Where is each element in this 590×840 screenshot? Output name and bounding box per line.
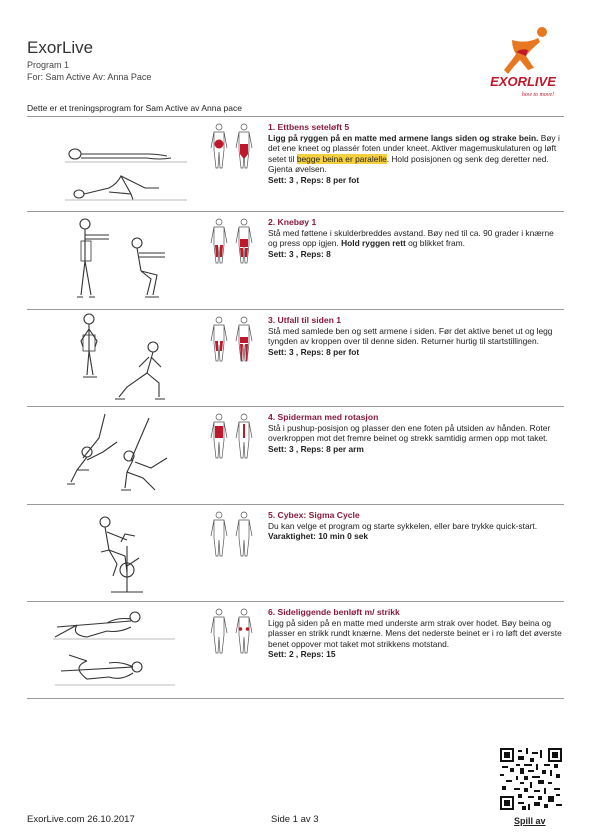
- exercise-row: [27, 603, 564, 697]
- muscle-map: [207, 412, 257, 462]
- page-number: Side 1 av 3: [271, 814, 319, 825]
- exercise-title: 1. Ettbens seteløft 5: [268, 122, 350, 132]
- exorlive-logo: [482, 22, 564, 102]
- app-title: ExorLive: [27, 38, 94, 57]
- exercise-row: [27, 506, 564, 600]
- program-name: Program 1: [27, 60, 70, 70]
- qr-code[interactable]: [500, 748, 562, 810]
- exercise-title: 4. Spiderman med rotasjon: [268, 412, 379, 422]
- exercise-duration: Varaktighet: 10 min 0 sek: [268, 531, 369, 542]
- exercise-description: Du kan velge et program og starte sykkelen, eller bare trykke quick-start.: [268, 520, 538, 531]
- logo-tagline: how to move!: [521, 92, 555, 98]
- logo-text: EXORLIVE: [490, 74, 556, 89]
- divider: [27, 211, 564, 212]
- divider: [27, 698, 564, 699]
- highlighted-text: begge beina er paralelle: [296, 153, 387, 164]
- exercise-row: [27, 408, 564, 503]
- for-line: For: Sam Active Av: Anna Pace: [27, 72, 152, 82]
- exercise-reps: Sett: 3 , Reps: 8 per arm: [268, 443, 364, 454]
- muscle-map: [207, 510, 257, 560]
- exercise-illustration: [47, 408, 197, 503]
- intro-text: Dette er et treningsprogram for Sam Active av Anna pace: [27, 103, 242, 113]
- exercise-reps: Sett: 3 , Reps: 8 per fot: [268, 346, 360, 357]
- exercise-title: 3. Utfall til siden 1: [268, 315, 342, 325]
- exercise-description: Ligg på ryggen på en matte med armene langs siden og strake bein. Bøy i det ene kneet og plassér foten under kneet. Aktiver magemuskulaturen og løft setet til begge beina er paralelle. Hold posisjonen og senk deg deretter ned. Gjenta øvelsen.: [268, 132, 560, 175]
- exercise-illustration: [47, 311, 197, 405]
- exercise-illustration: [47, 213, 197, 308]
- exercise-reps: Sett: 3 , Reps: 8 per fot: [268, 174, 360, 185]
- exercise-illustration: [47, 603, 197, 697]
- exercise-row: [27, 311, 564, 405]
- muscle-map: [207, 607, 257, 657]
- divider: [27, 406, 564, 407]
- muscle-map: [207, 122, 257, 172]
- exercise-description: Stå med føttene i skulderbreddes avstand. Bøy ned til ca. 90 grader i knærne og press opp igjen. Hold ryggen rett og blikket fram.: [268, 227, 554, 249]
- exercise-title: 5. Cybex: Sigma Cycle: [268, 510, 360, 520]
- exercise-title: 6. Sideliggende benløft m/ strikk: [268, 607, 400, 617]
- exercise-illustration: [47, 506, 197, 600]
- divider: [27, 309, 564, 310]
- divider: [27, 601, 564, 602]
- divider: [27, 504, 564, 505]
- muscle-map: [207, 315, 257, 365]
- play-link[interactable]: Spill av: [514, 816, 546, 826]
- exercise-illustration: [47, 118, 197, 210]
- muscle-map: [207, 217, 257, 267]
- exercise-description: Ligg på siden på en matte med underste arm strak over hodet. Bøy beina og plasser en strikk rundt knærne. Mens det nederste beinet er i ro løft det øverste benet oppover mot taket mot strikkens motstand.: [268, 617, 562, 649]
- exercise-description: Stå i pushup-posisjon og plasser den ene foten på utsiden av hånden. Roter overkroppen mot det fremre beinet og strekk samtidig armen opp mot taket.: [268, 422, 551, 444]
- exercise-row: [27, 213, 564, 308]
- exercise-title: 2. Knebøy 1: [268, 217, 317, 227]
- exercise-description: Stå med samlede ben og sett armene i siden. Før det aktive benet ut og legg tyngden av kroppen over til denne siden. Returner hurtig til startstillingen.: [268, 325, 553, 347]
- footer-site-date: ExorLive.com 26.10.2017: [27, 814, 135, 825]
- exercise-reps: Sett: 3 , Reps: 8: [268, 248, 331, 259]
- divider: [27, 116, 564, 117]
- exercise-row: [27, 118, 564, 210]
- exercise-reps: Sett: 2 , Reps: 15: [268, 649, 336, 660]
